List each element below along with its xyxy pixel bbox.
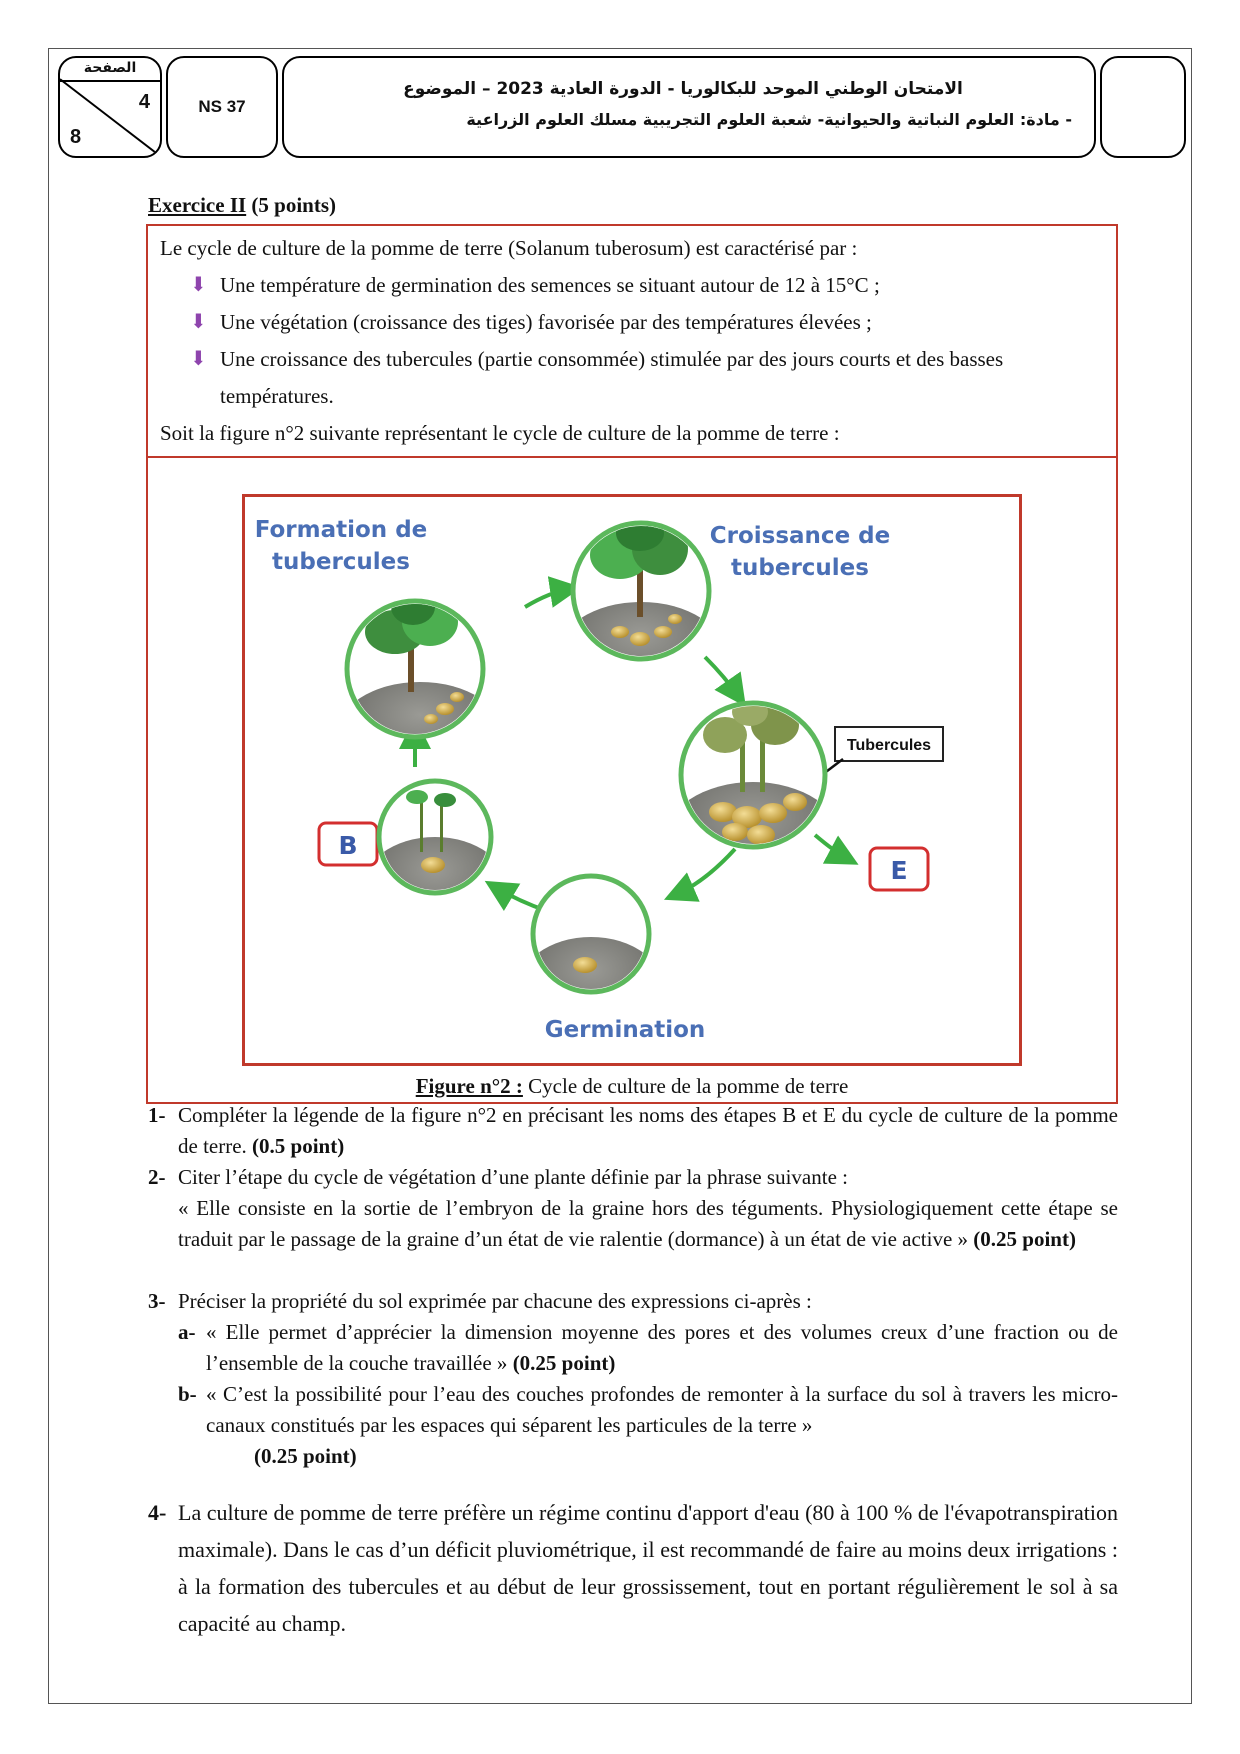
label-formation-line1: Formation de [254, 517, 428, 543]
arrow-down-icon: ⬇ [190, 274, 207, 296]
exam-title-line1: الامتحان الوطني الموحد للبكالوريا - الدورة العادية 2023 – الموضوع [403, 79, 963, 99]
question-4: 4- La culture de pomme de terre préfère un régime continu d'apport d'eau (80 à 100 % de l'évapotranspiration maximale). Dans le cas d’un déficit pluviométrique, il est recommandé de faire au moins deux irrigations : à la formation des tubercules et au début de leur grossissement, tout en portant régulièrement le sol à sa capacité au champ. [148, 1500, 1118, 1636]
label-croissance-line1: Croissance de [709, 523, 891, 549]
intro-lead: Le cycle de culture de la pomme de terre (Solanum tuberosum) est caractérisé par : [160, 236, 858, 260]
bullet-item: ⬇ Une végétation (croissance des tiges) favorisée par des températures élevées ; [190, 304, 1104, 341]
label-croissance-line2: tubercules [731, 555, 869, 581]
exam-title-box [282, 56, 1096, 158]
cycle-arrow-to-e [815, 835, 848, 859]
page-number-box [58, 56, 162, 158]
question-3a: a- « Elle permet d’apprécier la dimension moyenne des pores et des volumes creux d’une fraction ou de l’ensemble de la couche travaillée » (0.25 point) [178, 1320, 1118, 1375]
potato-cycle-diagram [245, 497, 1019, 1063]
question-3b: b- « C’est la possibilité pour l’eau des couches profondes de remonter à la surface du sol à travers les micro-canaux constitués par les espaces qui séparent les particules de la terre » [178, 1382, 1118, 1437]
figure-intro: Soit la figure n°2 suivante représentant le cycle de culture de la pomme de terre : [160, 421, 840, 445]
arrow-down-icon: ⬇ [190, 311, 207, 333]
label-formation-line2: tubercules [272, 549, 410, 575]
question-2: 2- Citer l’étape du cycle de végétation d’une plante définie par la phrase suivante : [148, 1165, 848, 1189]
intro-box [146, 224, 1118, 458]
page-total: 8 [70, 126, 82, 148]
figure-caption: Figure n°2 : Cycle de culture de la pomme de terre [415, 1074, 849, 1098]
label-b: B [338, 831, 358, 860]
stage-formation-circle [335, 589, 505, 792]
arrow-down-icon: ⬇ [190, 348, 207, 370]
exam-code: NS 37 [166, 56, 278, 158]
blank-box [1100, 56, 1186, 158]
question-1: 1- Compléter la légende de la figure n°2 en précisant les noms des étapes B et E du cycle de culture de la pomme de terre. (0.5 point) [148, 1103, 1118, 1158]
stage-b-circle [360, 781, 510, 947]
question-3b-points: (0.25 point) [254, 1444, 357, 1468]
figure-2 [242, 494, 1022, 1066]
exam-title-line2: - مادة: العلوم النباتية والحيوانية- شعبة العلوم التجريبية مسلك العلوم الزراعية [466, 110, 1072, 129]
label-germination: Germination [544, 1017, 706, 1043]
cycle-arrow [525, 589, 570, 607]
label-e: E [890, 856, 908, 885]
cycle-arrow [675, 849, 735, 895]
bullet-item: ⬇ Une température de germination des semences se situant autour de 12 à 15°C ; [190, 267, 1104, 304]
exercise-title: Exercice II (5 points) [148, 193, 337, 217]
label-tubercules: Tubercules [846, 737, 932, 754]
page-number: 4 [138, 91, 150, 113]
cycle-arrow [705, 657, 739, 697]
bullet-item: ⬇ Une croissance des tubercules (partie consommée) stimulée par des jours courts et des basses températures. [160, 341, 1104, 415]
page-label: الصفحة [83, 60, 137, 76]
question-2-quote: « Elle consiste en la sortie de l’embryon de la graine hors des téguments. Physiologiquement cette étape se traduit par le passage de la graine d’un état de vie ralentie (dormance) à un état de vie active » (0.25 point) [178, 1196, 1118, 1251]
stage-maturation-circle [663, 698, 843, 902]
stage-croissance-circle [556, 515, 726, 712]
question-3: 3- Préciser la propriété du sol exprimée par chacune des expressions ci-après : [148, 1289, 812, 1313]
